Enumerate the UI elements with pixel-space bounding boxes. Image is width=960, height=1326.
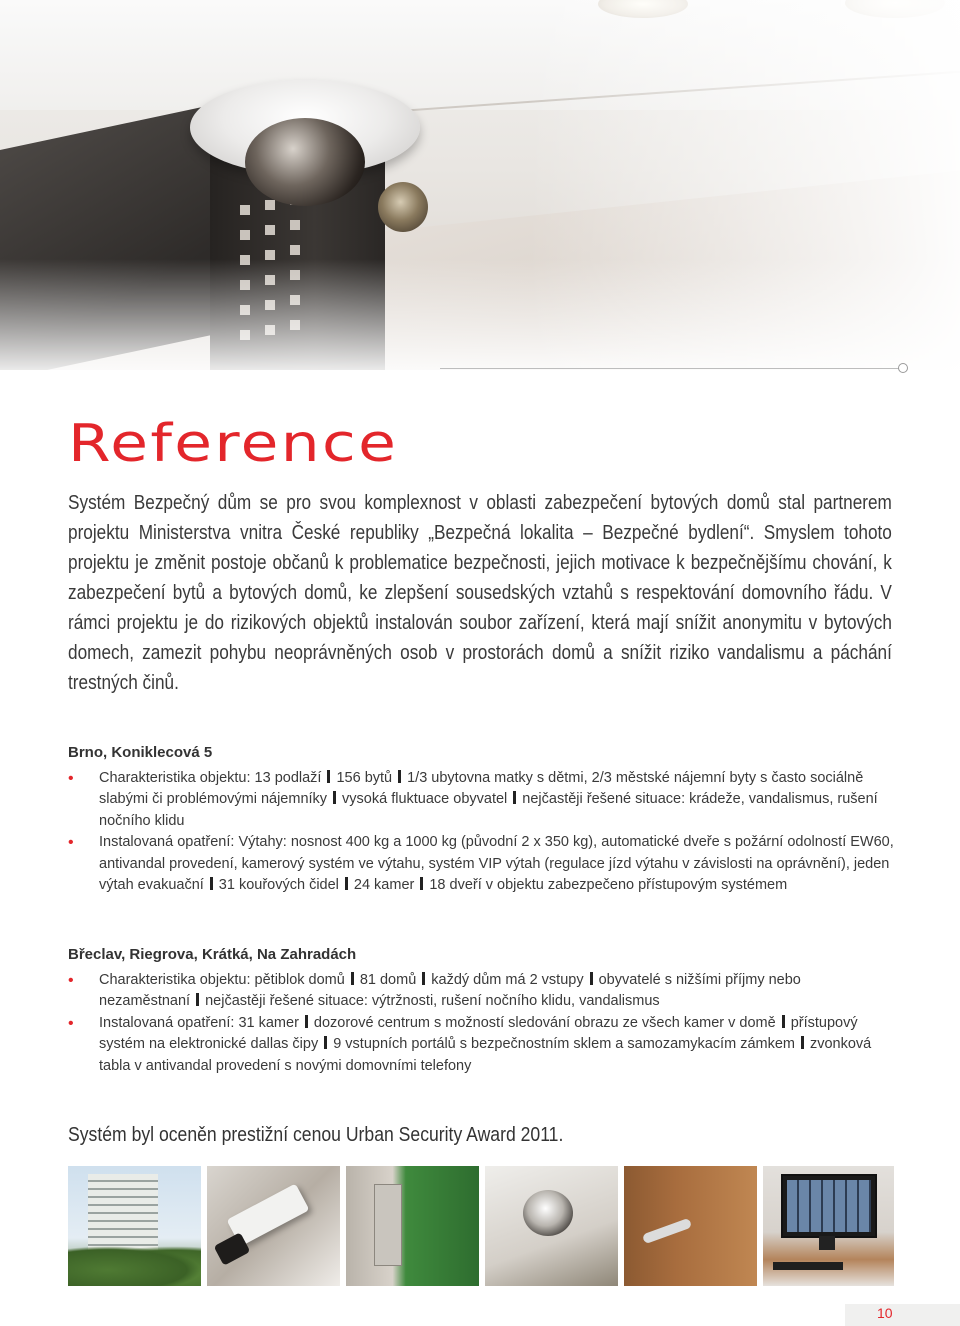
photo-door-handle [624, 1166, 757, 1286]
photo-apartment-building [68, 1166, 201, 1286]
bullet-dot: • [68, 834, 74, 851]
bullet-part: nejčastěji řešené situace: krádeže, vandalismus, rušení nočního klidu [99, 791, 878, 829]
bullet-part: 18 dveří v objektu zabezpečeno přístupovým systémem [429, 877, 788, 893]
bullet-part: přístupový systém na elektronické dallas čipy [99, 1014, 858, 1052]
separator-bar [513, 791, 516, 804]
list-item [68, 1013, 894, 1078]
separator-bar [351, 972, 354, 985]
bullet-part: 156 bytů [336, 769, 393, 786]
reference-section-breclav [68, 944, 894, 1077]
hero-fade [0, 0, 960, 370]
separator-bar [210, 877, 213, 890]
intro-paragraph: Systém Bezpečný dům se pro svou komplexnost v oblasti zabezpečení bytových domů stal partnerem projektu Ministerstva vnitra České republiky „Bezpečná lokalita – Bezpečné bydlení“. Smyslem tohoto projektu je změnit postoje občanů k problematice bezpečnosti, jejich motivace k bezpečnějšímu chování, k zabezpečení bytů a bytových domů, ke zlepšení sousedských vztahů s respektování domovního řádu. V rámci projektu je do rizikových objektů instalován soubor zařízení, která mají snížit anonymitu v bytových domech, zamezit pohybu neoprávněných osob v prostorách domů a snížit riziko vandalismu a páchání trestných činů. [68, 492, 892, 694]
bullet-part: dozorové centrum s možností sledování obrazu ze všech kamer v domě [313, 1014, 776, 1031]
separator-bar [327, 770, 330, 783]
separator-bar [590, 972, 593, 985]
elevator-panel-shape [374, 1184, 402, 1266]
monitor-screen [787, 1180, 871, 1232]
separator-bar [782, 1015, 785, 1028]
list-item [68, 970, 894, 1013]
bullet-part: 1/3 ubytovna matky s dětmi, 2/3 městské nájemní byty s často sociálně slabými či problémovými nájemníky [99, 769, 864, 807]
separator-bar [422, 972, 425, 985]
separator-bar [801, 1036, 804, 1049]
bullet-list [68, 768, 894, 897]
bullet-part: 24 kamer [353, 877, 415, 893]
bullet-part: 81 domů [359, 971, 417, 988]
bullet-part: Instalovaná opatření: 31 kamer [99, 1014, 299, 1031]
trees-shape [68, 1246, 201, 1286]
intro-text-block [68, 488, 894, 698]
bullet-dot: • [68, 769, 74, 787]
photo-elevator-door [346, 1166, 479, 1286]
bullet-part: Charakteristika objektu: 13 podlaží [99, 769, 322, 786]
monitor-shape [781, 1174, 877, 1238]
monitor-stand [819, 1236, 835, 1250]
separator-bar [196, 993, 199, 1006]
bullet-list [68, 970, 894, 1078]
section-title: Břeclav, Riegrova, Krátká, Na Zahradách [68, 946, 357, 963]
bullet-part: Instalovaná opatření: Výtahy: nosnost 400 kg a 1000 kg (původní 2 x 350 kg), automatické dveře s požární odolností EW60, antivandal provedení, kamerový systém ve výtahu, systém VIP výtah (regulace jízd výtahu v závislosti na oprávnění), jeden výtah evakuační [99, 834, 894, 893]
bullet-part: každý dům má 2 vstupy [431, 971, 584, 988]
separator-bar [305, 1015, 308, 1028]
bullet-part: 9 vstupních portálů s bezpečnostním sklem a samozamykacím zámkem [333, 1036, 795, 1052]
divider-circle [898, 363, 908, 373]
hero-photo-security-camera [0, 0, 960, 370]
section-title: Brno, Koniklecová 5 [68, 744, 213, 761]
divider-line [440, 368, 902, 369]
keyboard-shape [773, 1262, 843, 1270]
photo-dome-camera [485, 1166, 618, 1286]
bullet-dot: • [68, 1014, 74, 1032]
page-title: Reference [68, 414, 399, 474]
page-number-box [845, 1304, 960, 1326]
bullet-part: obyvatelé s nižšími příjmy nebo nezaměstnaní [99, 971, 801, 1009]
photo-outdoor-camera [207, 1166, 340, 1286]
separator-bar [333, 791, 336, 804]
photo-strip [68, 1166, 894, 1286]
award-statement: Systém byl oceněn prestižní cenou Urban Security Award 2011. [68, 1124, 564, 1146]
separator-bar [345, 877, 348, 890]
bullet-dot: • [68, 971, 74, 989]
separator-bar [398, 770, 401, 783]
bullet-part: nejčastěji řešené situace: výtržnosti, rušení nočního klidu, vandalismus [205, 993, 660, 1009]
dome-shape [523, 1190, 573, 1236]
list-item [68, 832, 894, 897]
page-number: 10 [877, 1305, 893, 1321]
bullet-part: Charakteristika objektu: pětiblok domů [99, 971, 345, 988]
photo-monitoring-station [763, 1166, 894, 1286]
reference-section-brno [68, 742, 894, 897]
separator-bar [324, 1036, 327, 1049]
bullet-part: 31 kouřových čidel [218, 877, 339, 893]
handle-shape [642, 1218, 692, 1244]
bullet-part: zvonková tabla v antivandal provedení s novými domovními telefony [99, 1036, 872, 1074]
bullet-part: vysoká fluktuace obyvatel [342, 791, 508, 807]
list-item [68, 768, 894, 833]
separator-bar [420, 877, 423, 890]
